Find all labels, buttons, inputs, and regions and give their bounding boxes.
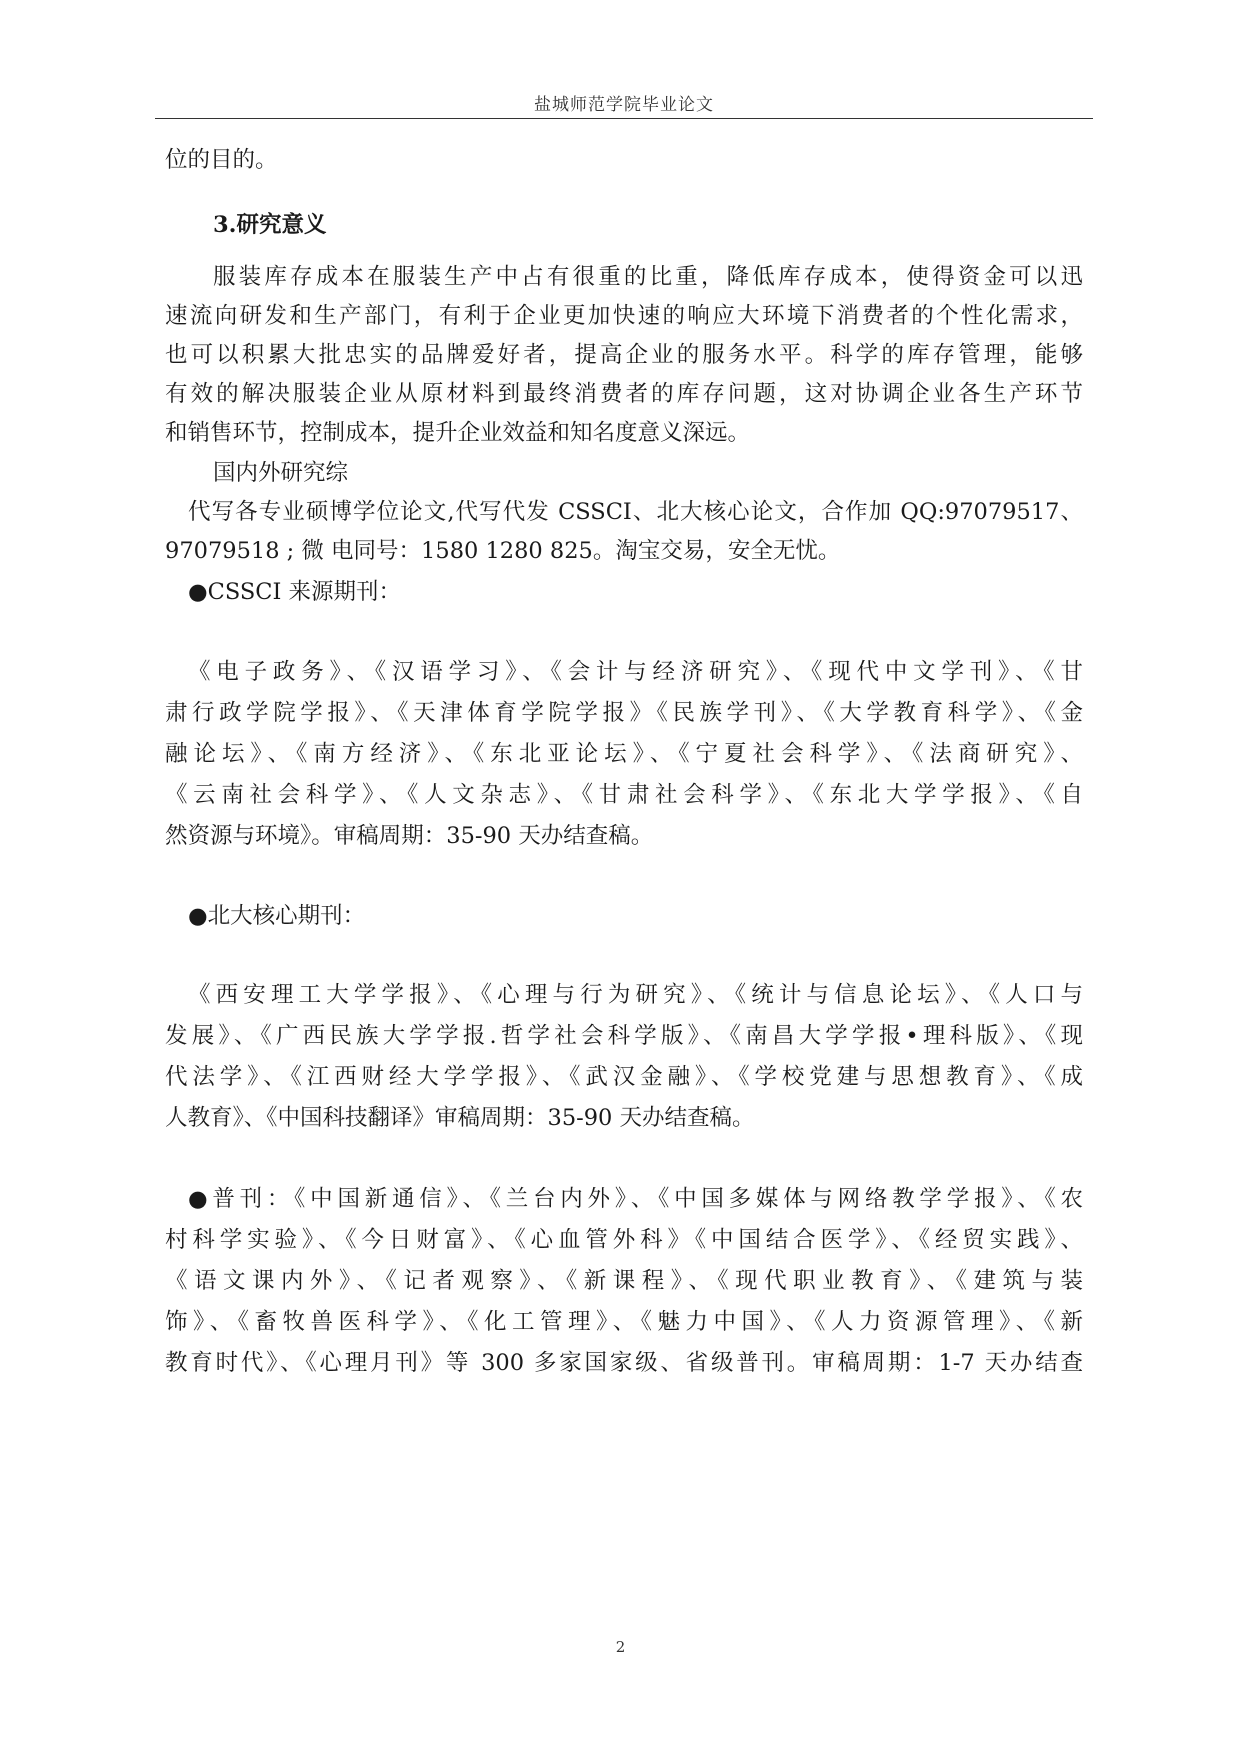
pku-heading: ●北大核心期刊：: [188, 903, 366, 929]
paragraph-line: 也可以积累大批忠实的品牌爱好者，提高企业的服务水平。科学的库存管理，能够: [165, 342, 1083, 368]
general-journal-line: 教育时代》、《心理月刊》等 300 多家国家级、省级普刊。审稿周期：1-7 天办结查: [165, 1350, 1083, 1376]
general-journal-line: ●普刊：《中国新通信》、《兰台内外》、《中国多媒体与网络教学学报》、《农: [188, 1186, 1083, 1212]
general-journal-line: 村科学实验》、《今日财富》、《心血管外科》《中国结合医学》、《经贸实践》、: [165, 1227, 1083, 1253]
pku-line: 人教育》、《中国科技翻译》审稿周期：35-90 天办结查稿。: [165, 1105, 755, 1131]
section-heading: 3.研究意义: [213, 212, 327, 238]
paragraph-line: 服装库存成本在服装生产中占有很重的比重，降低库存成本，使得资金可以迅: [213, 264, 1083, 290]
cssci-heading: ●CSSCI 来源期刊：: [188, 579, 402, 605]
ad-line: 97079518 ; 微 电同号：1580 1280 825。淘宝交易，安全无忧。: [165, 538, 841, 564]
ad-line: 代写各专业硕博学位论文,代写代发 CSSCI、北大核心论文，合作加 QQ:97079517、: [188, 499, 1083, 525]
general-journal-line: 《语文课内外》、《记者观察》、《新课程》、《现代职业教育》、《建筑与装: [165, 1268, 1083, 1294]
page-number: 2: [615, 1638, 626, 1656]
page-header: [155, 86, 1093, 119]
paragraph-line: 速流向研发和生产部门，有利于企业更加快速的响应大环境下消费者的个性化需求，: [165, 303, 1083, 329]
cssci-line: 然资源与环境》。审稿周期：35-90 天办结查稿。: [165, 823, 654, 849]
pku-line: 《西安理工大学学报》、《心理与行为研究》、《统计与信息论坛》、《人口与: [188, 982, 1083, 1008]
header-title: 盐城师范学院毕业论文: [534, 95, 714, 115]
cssci-line: 《云南社会科学》、《人文杂志》、《甘肃社会科学》、《东北大学学报》、《自: [165, 782, 1083, 808]
paragraph-line: 有效的解决服装企业从原材料到最终消费者的库存问题，这对协调企业各生产环节: [165, 381, 1083, 407]
general-journal-line: 饰》、《畜牧兽医科学》、《化工管理》、《魅力中国》、《人力资源管理》、《新: [165, 1309, 1083, 1335]
cssci-line: 《电子政务》、《汉语学习》、《会计与经济研究》、《现代中文学刊》、《甘: [188, 659, 1083, 685]
pku-line: 发展》、《广西民族大学学报.哲学社会科学版》、《南昌大学学报•理科版》、《现: [165, 1023, 1083, 1049]
review-heading: 国内外研究综: [213, 460, 349, 486]
cssci-line: 融论坛》、《南方经济》、《东北亚论坛》、《宁夏社会科学》、《法商研究》、: [165, 741, 1083, 767]
cssci-line: 肃行政学院学报》、《天津体育学院学报》《民族学刊》、《大学教育科学》、《金: [165, 700, 1083, 726]
paragraph-line: 和销售环节，控制成本，提升企业效益和知名度意义深远。: [165, 420, 751, 446]
continuation-line: 位的目的。: [165, 147, 278, 173]
pku-line: 代法学》、《江西财经大学学报》、《武汉金融》、《学校党建与思想教育》、《成: [165, 1064, 1083, 1090]
